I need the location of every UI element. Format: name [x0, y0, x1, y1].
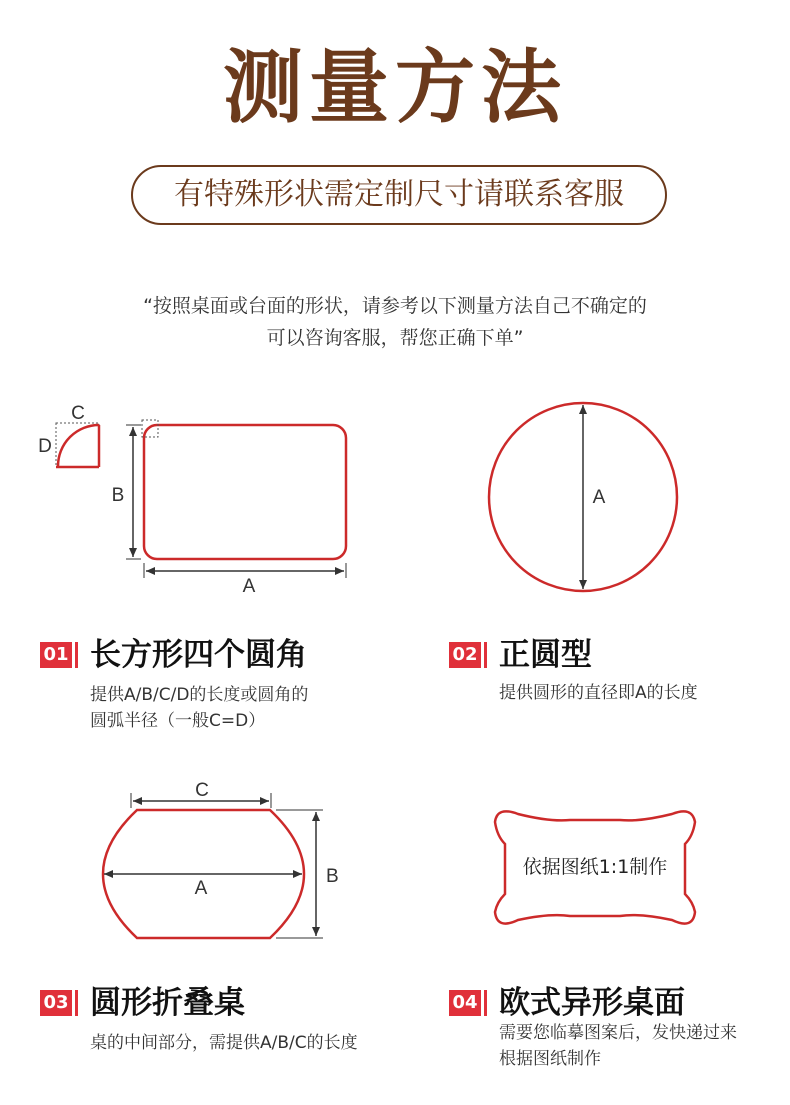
label-a: A — [194, 878, 208, 899]
item-number-02: 02 — [449, 642, 481, 668]
item-number-04: 04 — [449, 990, 481, 1016]
label-b: B — [326, 866, 339, 887]
item-number-01: 01 — [40, 642, 72, 668]
custom-shape-diagram — [495, 811, 695, 923]
label-c: C — [71, 403, 85, 424]
item-desc-03-line-1: 桌的中间部分，需提供A/B/C的长度 — [90, 1033, 358, 1053]
folding-table-diagram — [103, 780, 339, 938]
item-bar — [484, 642, 487, 668]
label-a: A — [592, 487, 606, 508]
rounded-rect-diagram — [38, 403, 346, 597]
item-desc-02-line-1: 提供圆形的直径即A的长度 — [499, 683, 698, 703]
label-a: A — [242, 576, 256, 597]
corner-detail-arc — [58, 425, 99, 467]
corner-detail — [38, 403, 99, 467]
item-desc-04-line-2: 根据图纸制作 — [499, 1049, 601, 1069]
item-desc-01-line-2: 圆弧半径（一般C=D） — [90, 711, 266, 731]
item-desc-01-line-1: 提供A/B/C/D的长度或圆角的 — [90, 685, 309, 705]
rounded-rect-outline — [144, 425, 346, 559]
item-bar — [75, 642, 78, 668]
item-bar — [484, 990, 487, 1016]
item-bar — [75, 990, 78, 1016]
custom-size-notice: 有特殊形状需定制尺寸请联系客服 — [131, 165, 667, 225]
circle-diagram — [489, 403, 677, 591]
label-d: D — [38, 436, 52, 457]
item-title-04: 欧式异形桌面 — [499, 985, 685, 1021]
item-title-02: 正圆型 — [499, 637, 592, 673]
label-b: B — [111, 485, 125, 506]
intro-line-1: “按照桌面或台面的形状，请参考以下测量方法自己不确定的 — [143, 295, 647, 317]
custom-shape-text: 依据图纸1:1制作 — [522, 856, 668, 878]
item-desc-04-line-1: 需要您临摹图案后，发快递过来 — [499, 1023, 737, 1043]
item-number-03: 03 — [40, 990, 72, 1016]
intro-line-2: 可以咨询客服，帮您正确下单” — [266, 327, 524, 349]
item-title-03: 圆形折叠桌 — [90, 985, 245, 1021]
page-title: 测量方法 — [223, 41, 567, 134]
item-title-01: 长方形四个圆角 — [90, 637, 307, 673]
label-c: C — [195, 780, 209, 801]
